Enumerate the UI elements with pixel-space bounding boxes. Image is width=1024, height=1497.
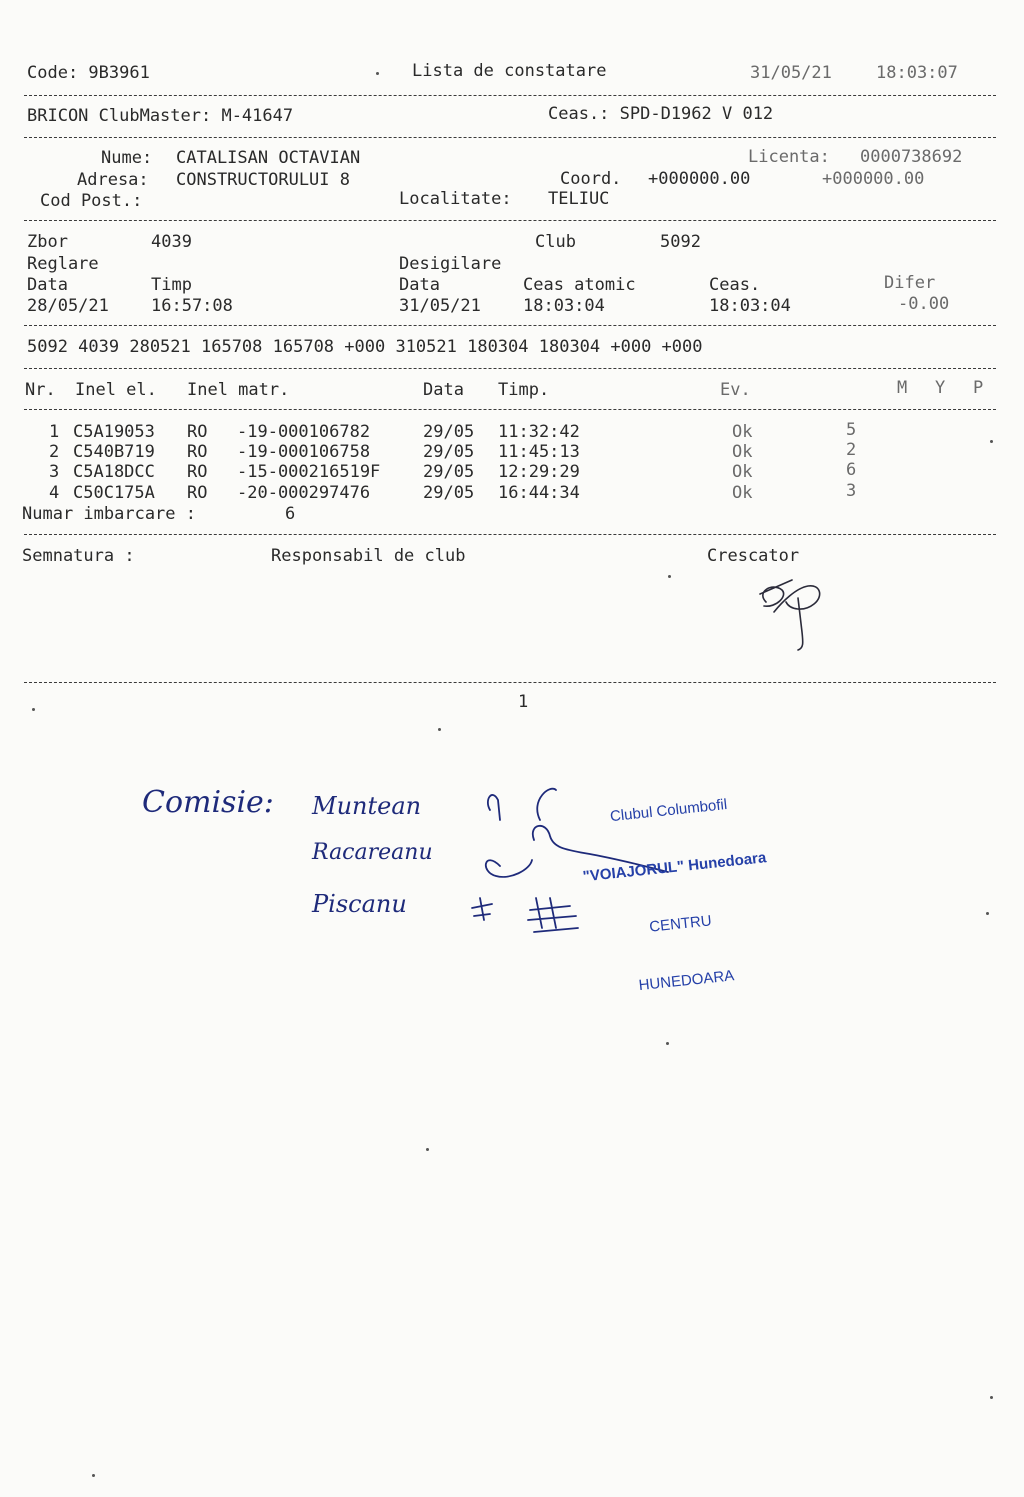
- des-date: 31/05/21: [399, 296, 481, 316]
- clock-id: Ceas.: SPD-D1962 V 012: [548, 104, 774, 124]
- electronic-ring: C50C175A: [73, 483, 155, 503]
- page-number: 1: [518, 692, 529, 712]
- m-value: 3: [846, 481, 857, 501]
- print-time: 18:03:07: [876, 63, 958, 83]
- scan-speck: [438, 728, 441, 731]
- arrival-time: 11:45:13: [498, 442, 580, 462]
- owner-name: CATALISAN OCTAVIAN: [176, 148, 361, 168]
- stamp-line: CENTRU: [648, 912, 713, 936]
- club-responsible-label: Responsabil de club: [271, 546, 466, 566]
- name-label: Nume:: [101, 148, 153, 168]
- difference-value: -0.00: [898, 294, 950, 314]
- scan-speck: [990, 440, 993, 443]
- address-label: Adresa:: [77, 170, 149, 190]
- scan-speck: [92, 1474, 95, 1477]
- col-header-y: Y: [935, 378, 946, 398]
- col-header-nr: Nr.: [25, 380, 56, 400]
- col-header-data: Data: [423, 380, 464, 400]
- reglare-label: Reglare: [27, 254, 99, 274]
- print-date: 31/05/21: [750, 63, 832, 83]
- clock-time: 18:03:04: [709, 296, 791, 316]
- summary-code-line: 5092 4039 280521 165708 165708 +000 310521 180304 180304 +000 +000: [27, 337, 703, 357]
- electronic-ring: C5A18DCC: [73, 462, 155, 482]
- club-number: 5092: [660, 232, 701, 252]
- col-header-inel-matr: Inel matr.: [187, 380, 290, 400]
- scan-speck: [426, 1148, 429, 1151]
- signature-label: Semnatura :: [22, 546, 135, 566]
- ring-number: -20-000297476: [237, 483, 371, 503]
- ring-country: RO: [187, 422, 208, 442]
- event-status: Ok: [732, 442, 753, 462]
- atomic-clock-label: Ceas atomic: [523, 275, 636, 295]
- arrival-time: 16:44:34: [498, 483, 580, 503]
- clubmaster-id: BRICON ClubMaster: M-41647: [27, 106, 294, 126]
- clock-label: Ceas.: [709, 275, 761, 295]
- boarding-count: 6: [285, 504, 296, 524]
- commission-member: Muntean: [312, 792, 422, 820]
- reg-time: 16:57:08: [151, 296, 233, 316]
- row-number: 4: [49, 483, 60, 503]
- event-status: Ok: [732, 483, 753, 503]
- electronic-ring: C5A19053: [73, 422, 155, 442]
- reg-time-label: Timp: [151, 275, 192, 295]
- m-value: 2: [846, 440, 857, 460]
- reg-date: 28/05/21: [27, 296, 109, 316]
- col-header-ev: Ev.: [720, 380, 751, 400]
- col-header-m: M: [897, 378, 908, 398]
- divider: [24, 220, 996, 221]
- breeder-label: Crescator: [707, 546, 800, 566]
- divider: [24, 409, 996, 410]
- arrival-date: 29/05: [423, 483, 475, 503]
- difference-label: Difer: [884, 273, 936, 293]
- scan-speck: [986, 912, 989, 915]
- divider: [24, 682, 996, 683]
- m-value: 6: [846, 460, 857, 480]
- event-status: Ok: [732, 462, 753, 482]
- ring-number: -19-000106782: [237, 422, 371, 442]
- arrival-date: 29/05: [423, 462, 475, 482]
- des-date-label: Data: [399, 275, 440, 295]
- col-header-timp: Timp.: [498, 380, 550, 400]
- commission-member: Piscanu: [312, 890, 407, 918]
- commission-member: Racareanu: [312, 840, 433, 865]
- arrival-time: 11:32:42: [498, 422, 580, 442]
- row-number: 1: [49, 422, 60, 442]
- flight-label: Zbor: [27, 232, 68, 252]
- ring-country: RO: [187, 442, 208, 462]
- divider: [24, 137, 996, 138]
- coord-label: Coord.: [560, 169, 622, 189]
- arrival-date: 29/05: [423, 422, 475, 442]
- divider: [24, 95, 996, 96]
- document-code: Code: 9B3961: [27, 63, 150, 83]
- divider: [24, 325, 996, 326]
- electronic-ring: C540B719: [73, 442, 155, 462]
- locality-label: Localitate:: [399, 189, 512, 209]
- club-stamp: [572, 754, 783, 1038]
- coord-x: +000000.00: [648, 169, 751, 189]
- scan-speck: [990, 1396, 993, 1399]
- flight-number: 4039: [151, 232, 192, 252]
- scan-speck: [376, 72, 379, 75]
- ring-country: RO: [187, 462, 208, 482]
- reg-date-label: Data: [27, 275, 68, 295]
- stamp-line: Clubul Columbofil: [609, 796, 728, 826]
- stamp-line: "VOIAJORUL" Hunedoara: [582, 849, 768, 886]
- event-status: Ok: [732, 422, 753, 442]
- m-value: 5: [846, 420, 857, 440]
- arrival-date: 29/05: [423, 442, 475, 462]
- ring-country: RO: [187, 483, 208, 503]
- arrival-time: 12:29:29: [498, 462, 580, 482]
- row-number: 2: [49, 442, 60, 462]
- row-number: 3: [49, 462, 60, 482]
- stamp-line: HUNEDOARA: [637, 967, 736, 995]
- scan-speck: [666, 1042, 669, 1045]
- atomic-time: 18:03:04: [523, 296, 605, 316]
- club-label: Club: [535, 232, 576, 252]
- coord-y: +000000.00: [822, 169, 925, 189]
- col-header-p: P: [973, 378, 984, 398]
- desigilare-label: Desigilare: [399, 254, 502, 274]
- ring-number: -19-000106758: [237, 442, 371, 462]
- boarding-label: Numar imbarcare :: [22, 504, 196, 524]
- owner-address: CONSTRUCTORULUI 8: [176, 170, 350, 190]
- col-header-inel-el: Inel el.: [75, 380, 157, 400]
- breeder-signature: [752, 572, 832, 656]
- license-number: 0000738692: [860, 147, 963, 167]
- locality-value: TELIUC: [548, 189, 610, 209]
- license-label: Licenta:: [748, 147, 830, 167]
- divider: [24, 368, 996, 369]
- scan-speck: [668, 575, 671, 578]
- postcode-label: Cod Post.:: [40, 191, 143, 211]
- ring-number: -15-000216519F: [237, 462, 381, 482]
- divider: [24, 534, 996, 535]
- commission-label: Comisie:: [142, 785, 274, 820]
- scan-speck: [32, 708, 35, 711]
- document-title: Lista de constatare: [412, 61, 607, 81]
